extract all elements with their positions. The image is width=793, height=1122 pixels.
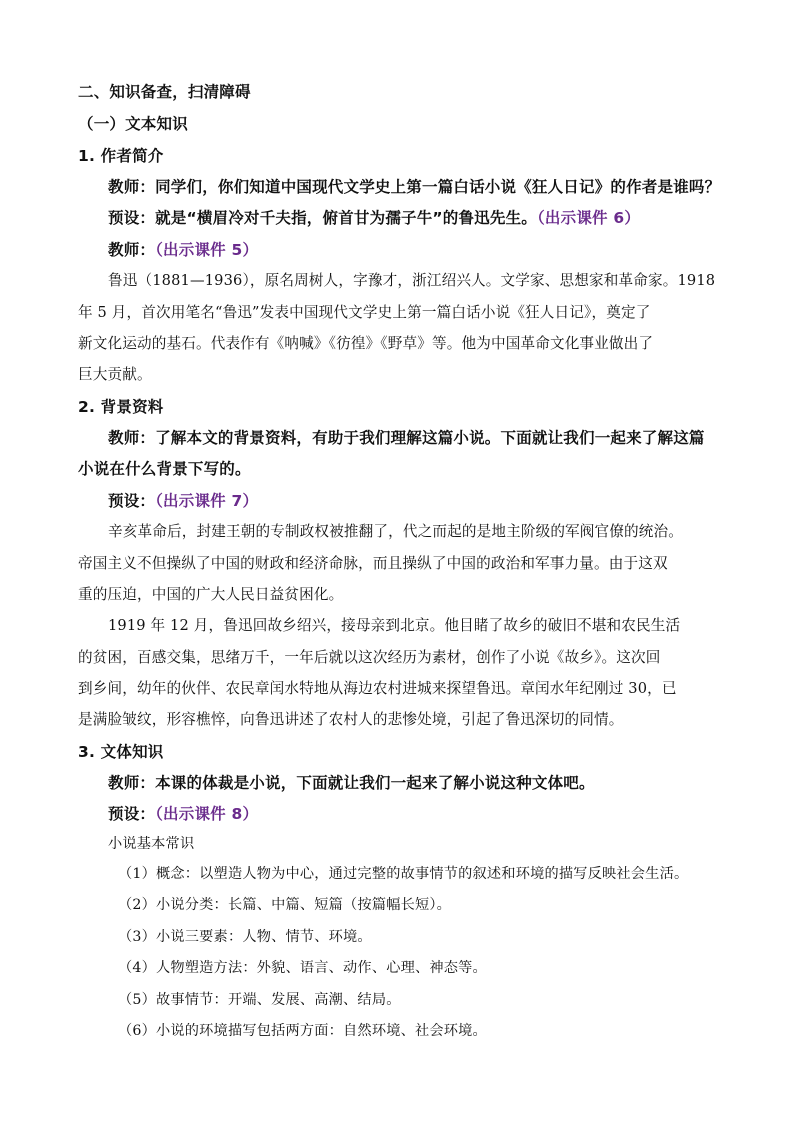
author-teacher2-text: 教师：	[108, 241, 156, 259]
author-para-line: 年 5 月，首次用笔名“鲁迅”发表中国现代文学史上第一篇白话小说《狂人日记》，奠定了	[78, 304, 651, 321]
author-preset-text: 预设：就是“横眉冷对千夫指，俯首甘为孺子牛”的鲁迅先生。	[108, 209, 537, 227]
background-para2-line: 是满脸皱纹，形容樵悴，向鲁迅讲述了农村人的悲惨处境，引起了鲁迅深切的同情。	[78, 711, 624, 728]
background-teacher-line: 教师：了解本文的背景资料，有助于我们理解这篇小说。下面就让我们一起来了解这篇	[108, 429, 705, 447]
genre-item: （6）小说的环境描写包括两方面：自然环境、社会环境。	[118, 1023, 487, 1039]
subsection-title: （一）文本知识	[78, 115, 188, 133]
author-preset	[108, 208, 640, 228]
background-preset	[108, 491, 258, 511]
author-teacher2	[108, 240, 258, 260]
background-preset-note: （出示课件 7）	[155, 492, 259, 510]
background-para1-line: 帝国主义不但操纵了中国的财政和经济命脉，而且操纵了中国的政治和军事力量。由于这双	[78, 555, 668, 572]
genre-teacher-question: 教师：本课的体裁是小说，下面就让我们一起来了解小说这种文体吧。	[108, 774, 595, 792]
author-teacher2-note: （出示课件 5）	[155, 241, 259, 259]
author-para-line: 鲁迅（1881—1936），原名周树人，字豫才，浙江绍兴人。文学家、思想家和革命家。1918	[108, 272, 716, 289]
background-teacher-line: 小说在什么背景下写的。	[78, 460, 251, 478]
author-heading: 1. 作者简介	[78, 147, 164, 165]
background-para2-line: 的贫困，百感交集，思绪万千，一年后就以这次经历为素材，创作了小说《故乡》。这次回	[78, 649, 661, 666]
background-para2-line: 1919 年 12 月，鲁迅回故乡绍兴，接母亲到北京。他目睹了故乡的破旧不堪和农民生活	[108, 617, 681, 634]
background-para2-line: 到乡间，幼年的伙伴、农民章闰水特地从海边农村进城来探望鲁迅。章闰水年纪刚过 30，已	[78, 680, 677, 697]
background-para1-line: 辛亥革命后，封建王朝的专制政权被推翻了，代之而起的是地主阶级的军阀官僚的统治。	[108, 523, 684, 540]
genre-preset-note: （出示课件 8）	[155, 805, 259, 823]
author-para-line: 巨大贡献。	[78, 366, 152, 383]
background-preset-text: 预设：	[108, 492, 156, 510]
section-title: 二、知识备查，扫清障碍	[78, 83, 251, 101]
genre-subhead: 小说基本常识	[108, 836, 195, 852]
genre-item: （1）概念：以塑造人物为中心，通过完整的故事情节的叙述和环境的描写反映社会生活。	[118, 866, 689, 882]
author-teacher-question: 教师：同学们，你们知道中国现代文学史上第一篇白话小说《狂人日记》的作者是谁吗？	[108, 178, 721, 196]
genre-item: （4）人物塑造方法：外貌、语言、动作、心理、神态等。	[118, 960, 487, 976]
genre-heading: 3. 文体知识	[78, 743, 164, 761]
author-para-line: 新文化运动的基石。代表作有《呐喊》《彷徨》《野草》等。他为中国革命文化事业做出了	[78, 335, 654, 352]
author-preset-note: （出示课件 6）	[536, 209, 641, 227]
genre-item: （2）小说分类：长篇、中篇、短篇（按篇幅长短）。	[118, 897, 452, 913]
background-para1-line: 重的压迫，中国的广大人民日益贫困化。	[78, 586, 344, 603]
genre-preset	[108, 804, 258, 824]
genre-preset-text: 预设：	[108, 805, 156, 823]
background-heading: 2. 背景资料	[78, 398, 164, 416]
genre-item: （5）故事情节：开端、发展、高潮、结局。	[118, 992, 401, 1008]
genre-item: （3）小说三要素：人物、情节、环境。	[118, 929, 372, 945]
